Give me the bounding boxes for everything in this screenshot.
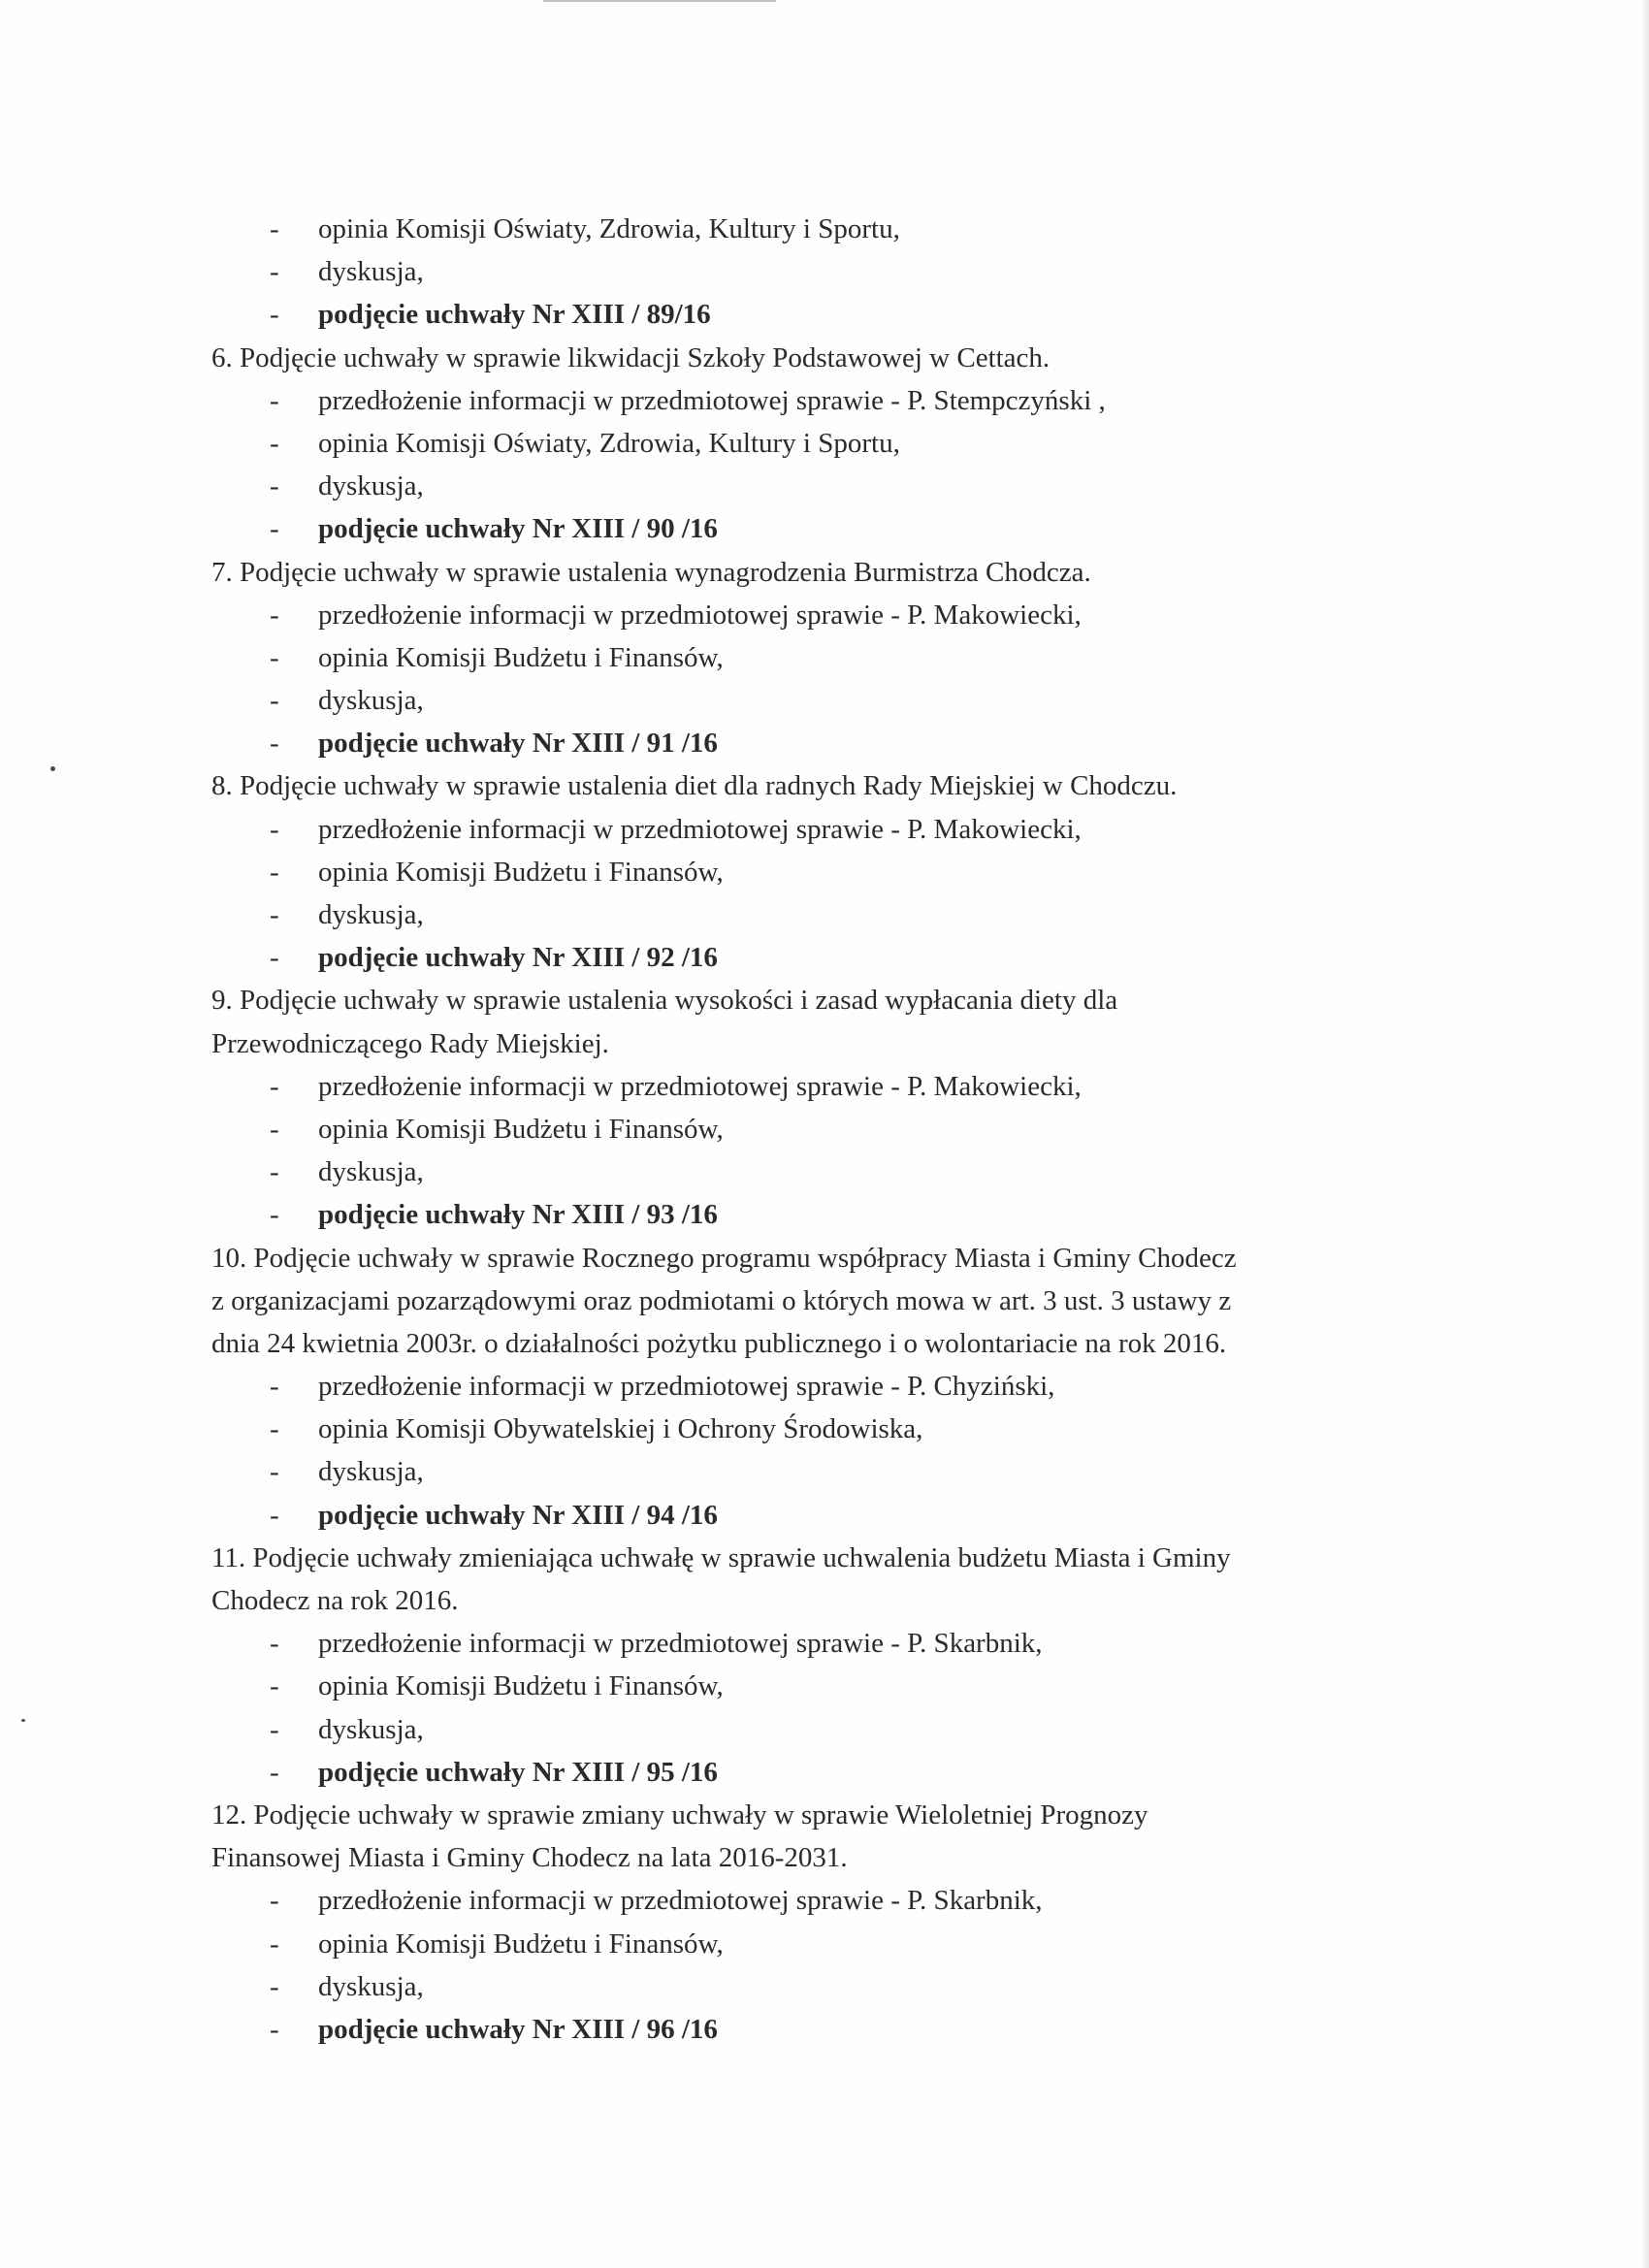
line-text: podjęcie uchwały Nr XIII / 90 /16 — [318, 513, 718, 545]
line-text: opinia Komisji Budżetu i Finansów, — [318, 641, 724, 673]
agenda-subitem — [211, 636, 1472, 679]
bullet-dash: - — [270, 856, 279, 888]
bullet-dash: - — [270, 899, 279, 930]
agenda-subitem — [211, 422, 1472, 465]
line-text: dyskusja, — [318, 1970, 424, 2002]
line-text: podjęcie uchwały Nr XIII / 96 /16 — [318, 2013, 718, 2045]
agenda-subitem — [211, 379, 1472, 422]
bullet-dash: - — [270, 1413, 279, 1445]
agenda-subitem — [211, 1879, 1472, 1922]
agenda-subitem — [211, 1923, 1472, 1965]
line-text: przedłożenie informacji w przedmiotowej sprawie - P. Skarbnik, — [318, 1885, 1043, 1917]
agenda-item — [211, 551, 1472, 594]
agenda-item — [211, 1537, 1472, 1579]
line-text: opinia Komisji Oświaty, Zdrowia, Kultury i Sportu, — [318, 213, 900, 244]
bullet-dash: - — [270, 1713, 279, 1745]
agenda-item — [211, 337, 1472, 379]
line-text: podjęcie uchwały Nr XIII / 89/16 — [318, 299, 711, 331]
line-text: opinia Komisji Budżetu i Finansów, — [318, 1928, 724, 1960]
bullet-dash: - — [270, 2013, 279, 2045]
scan-top-edge-line — [543, 0, 776, 2]
agenda-item — [211, 1794, 1472, 1836]
agenda-subitem — [211, 1365, 1472, 1408]
agenda-subitem — [211, 679, 1472, 722]
agenda-subitem — [211, 851, 1472, 893]
agenda-item — [211, 1237, 1472, 1280]
line-text: przedłożenie informacji w przedmiotowej sprawie - P. Makowiecki, — [318, 1070, 1082, 1102]
line-text: podjęcie uchwały Nr XIII / 93 /16 — [318, 1199, 718, 1231]
line-text: opinia Komisji Budżetu i Finansów, — [318, 1113, 724, 1145]
bullet-dash: - — [270, 1670, 279, 1702]
line-text: podjęcie uchwały Nr XIII / 94 /16 — [318, 1499, 718, 1531]
bullet-dash: - — [270, 599, 279, 631]
line-text: dyskusja, — [318, 899, 424, 930]
line-text: 9. Podjęcie uchwały w sprawie ustalenia wysokości i zasad wypłacania diety dla — [211, 985, 1118, 1017]
bullet-dash: - — [270, 1499, 279, 1531]
agenda-item-continuation — [211, 1836, 1472, 1879]
line-text: podjęcie uchwały Nr XIII / 95 /16 — [318, 1756, 718, 1788]
bullet-dash: - — [270, 685, 279, 717]
agenda-item — [211, 764, 1472, 807]
bullet-dash: - — [270, 641, 279, 673]
line-text: 11. Podjęcie uchwały zmieniająca uchwałę w sprawie uchwalenia budżetu Miasta i Gminy — [211, 1541, 1231, 1573]
line-text: dyskusja, — [318, 1156, 424, 1188]
bullet-dash: - — [270, 1756, 279, 1788]
line-text: opinia Komisji Budżetu i Finansów, — [318, 856, 724, 888]
line-text: przedłożenie informacji w przedmiotowej sprawie - P. Stempczyński , — [318, 384, 1106, 416]
line-text: opinia Komisji Oświaty, Zdrowia, Kultury i Sportu, — [318, 427, 900, 459]
agenda-subitem — [211, 1065, 1472, 1108]
agenda-subitem — [211, 1150, 1472, 1193]
line-text: opinia Komisji Budżetu i Finansów, — [318, 1670, 724, 1702]
agenda-subitem — [211, 1708, 1472, 1751]
bullet-dash: - — [270, 1628, 279, 1660]
agenda-subitem — [211, 808, 1472, 851]
line-text: przedłożenie informacji w przedmiotowej sprawie - P. Skarbnik, — [318, 1628, 1043, 1660]
line-text: dyskusja, — [318, 685, 424, 717]
bullet-dash: - — [270, 1885, 279, 1917]
agenda-subitem — [211, 1494, 1472, 1537]
line-text: z organizacjami pozarządowymi oraz podmiotami o których mowa w art. 3 ust. 3 ustawy z — [211, 1284, 1232, 1316]
bullet-dash: - — [270, 1199, 279, 1231]
line-text: Chodecz na rok 2016. — [211, 1585, 459, 1616]
line-text: 12. Podjęcie uchwały w sprawie zmiany uchwały w sprawie Wieloletniej Prognozy — [211, 1798, 1148, 1831]
agenda-item — [211, 979, 1472, 1021]
bullet-dash: - — [270, 728, 279, 760]
line-text: opinia Komisji Obywatelskiej i Ochrony Środowiska, — [318, 1413, 923, 1445]
scan-right-edge-shadow — [1639, 0, 1649, 2268]
agenda-subitem — [211, 722, 1472, 764]
bullet-dash: - — [270, 1928, 279, 1960]
agenda-list — [211, 208, 1472, 2051]
line-text: 10. Podjęcie uchwały w sprawie Rocznego programu współpracy Miasta i Gminy Chodecz — [211, 1242, 1237, 1274]
line-text: 8. Podjęcie uchwały w sprawie ustalenia diet dla radnych Rady Miejskiej w Chodczu. — [211, 770, 1178, 802]
line-text: Finansowej Miasta i Gminy Chodecz na lata 2016-2031. — [211, 1842, 848, 1874]
line-text: dyskusja, — [318, 470, 424, 502]
bullet-dash: - — [270, 813, 279, 845]
agenda-subitem — [211, 507, 1472, 550]
scan-speck — [50, 766, 55, 771]
bullet-dash: - — [270, 427, 279, 459]
agenda-subitem — [211, 1751, 1472, 1794]
agenda-subitem — [211, 1665, 1472, 1707]
agenda-item-continuation — [211, 1322, 1472, 1365]
agenda-subitem — [211, 2008, 1472, 2051]
bullet-dash: - — [270, 1156, 279, 1188]
agenda-subitem — [211, 1965, 1472, 2008]
agenda-subitem — [211, 1408, 1472, 1450]
line-text: dyskusja, — [318, 1456, 424, 1488]
bullet-dash: - — [270, 942, 279, 974]
agenda-subitem — [211, 1622, 1472, 1665]
agenda-item-continuation — [211, 1579, 1472, 1622]
bullet-dash: - — [270, 213, 279, 244]
bullet-dash: - — [270, 256, 279, 288]
line-text: podjęcie uchwały Nr XIII / 92 /16 — [318, 942, 718, 974]
agenda-subitem — [211, 1450, 1472, 1493]
agenda-subitem — [211, 936, 1472, 979]
bullet-dash: - — [270, 513, 279, 545]
bullet-dash: - — [270, 1113, 279, 1145]
line-text: dyskusja, — [318, 1713, 424, 1745]
line-text: 7. Podjęcie uchwały w sprawie ustalenia wynagrodzenia Burmistrza Chodcza. — [211, 556, 1091, 588]
scan-speck — [21, 1719, 25, 1722]
bullet-dash: - — [270, 1456, 279, 1488]
agenda-subitem — [211, 250, 1472, 293]
agenda-subitem — [211, 893, 1472, 936]
agenda-subitem — [211, 465, 1472, 507]
agenda-subitem — [211, 293, 1472, 336]
line-text: przedłożenie informacji w przedmiotowej sprawie - P. Chyziński, — [318, 1371, 1055, 1403]
bullet-dash: - — [270, 470, 279, 502]
agenda-subitem — [211, 1108, 1472, 1150]
line-text: dyskusja, — [318, 256, 424, 288]
agenda-subitem — [211, 1193, 1472, 1236]
line-text: przedłożenie informacji w przedmiotowej sprawie - P. Makowiecki, — [318, 813, 1082, 845]
line-text: dnia 24 kwietnia 2003r. o działalności pożytku publicznego i o wolontariacie na rok 2016. — [211, 1327, 1227, 1359]
agenda-subitem — [211, 208, 1472, 250]
bullet-dash: - — [270, 1970, 279, 2002]
bullet-dash: - — [270, 1371, 279, 1403]
line-text: 6. Podjęcie uchwały w sprawie likwidacji Szkoły Podstawowej w Cettach. — [211, 341, 1051, 373]
agenda-item-continuation — [211, 1022, 1472, 1065]
line-text: przedłożenie informacji w przedmiotowej sprawie - P. Makowiecki, — [318, 599, 1082, 631]
line-text: podjęcie uchwały Nr XIII / 91 /16 — [318, 728, 718, 760]
bullet-dash: - — [270, 1070, 279, 1102]
agenda-item-continuation — [211, 1280, 1472, 1322]
bullet-dash: - — [270, 384, 279, 416]
line-text: Przewodniczącego Rady Miejskiej. — [211, 1027, 609, 1059]
bullet-dash: - — [270, 299, 279, 331]
agenda-subitem — [211, 594, 1472, 636]
